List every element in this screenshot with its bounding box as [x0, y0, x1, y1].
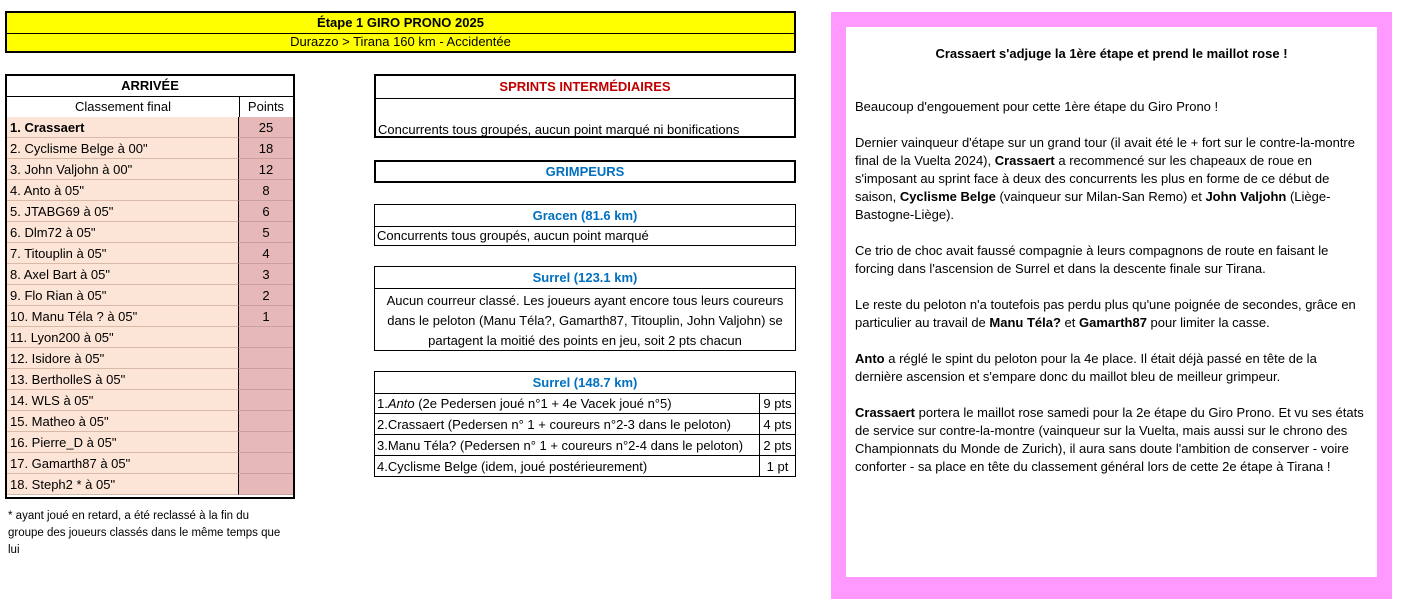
article-paragraph-1: Beaucoup d'engouement pour cette 1ère étape du Giro Prono !	[855, 99, 1219, 114]
arrival-table	[5, 74, 295, 499]
text-run: (Liège-Bastogne-Liège).	[855, 189, 1331, 222]
player-name: Cyclisme Belge	[899, 189, 996, 204]
climb-gracen-title: Gracen (81.6 km)	[375, 205, 795, 227]
text-run: Cyclisme Belge (idem, joué postérieurement)	[387, 459, 648, 474]
climb-surrel-1-table	[374, 266, 796, 351]
text-run: portera le maillot rose samedi pour la 2e étape du Giro Prono. Et vu ses états de service sur contre-la-montre (vainqueur sur la Vuelta, mais aussi sur le chrono des Championnats du Monde de Zurich), il aura sans doute l'ambition de conserver - voire conforter - sa place en tête du classement général lors de cette 2e étape à Tirana !	[855, 405, 1364, 474]
ranking-name-cell: 9. Flo Rian à 05"	[7, 285, 239, 306]
climbers-title: GRIMPEURS	[545, 164, 625, 179]
ranking-points-cell: 25	[239, 117, 293, 138]
ranking-points-cell	[239, 348, 293, 369]
climb-gracen-text: Concurrents tous groupés, aucun point marqué	[377, 228, 649, 243]
ranking-name-cell: 3. John Valjohn à 00"	[7, 159, 239, 180]
player-name: Gamarth87	[1079, 315, 1147, 330]
ranking-points-cell	[239, 432, 293, 453]
article-paragraph-2	[855, 134, 1367, 224]
player-name: John Valjohn	[1205, 189, 1287, 204]
article-paragraph-5	[855, 350, 1367, 386]
table-row	[7, 159, 293, 180]
ranking-points-cell: 2	[239, 285, 293, 306]
text-run: 4.	[377, 459, 388, 474]
table-row	[375, 456, 795, 477]
ranking-points-cell	[239, 369, 293, 390]
ranking-name-cell: 5. JTABG69 à 05"	[7, 201, 239, 222]
ranking-name-cell: 8. Axel Bart à 05"	[7, 264, 239, 285]
climb-ranking-name-cell	[375, 435, 760, 456]
article-title: Crassaert s'adjuge la 1ère étape et prend le maillot rose !	[935, 46, 1288, 61]
ranking-name-cell: 4. Anto à 05"	[7, 180, 239, 201]
article-paragraph-3: Ce trio de choc avait faussé compagnie à leurs compagnons de route en faisant le forcing dans l'ascension de Surrel et dans la descente finale sur Tirana.	[855, 243, 1329, 276]
ranking-name-cell: 6. Dlm72 à 05"	[7, 222, 239, 243]
table-row	[7, 327, 293, 348]
text-run: (2e Pedersen joué n°1 + 4e Vacek joué n°5)	[414, 396, 672, 411]
text-run: pour limiter la casse.	[1146, 315, 1270, 330]
ranking-name-cell: 11. Lyon200 à 05"	[7, 327, 239, 348]
ranking-points-cell: 1	[239, 306, 293, 327]
text-run: a recommencé sur les chapeaux de roue en s'imposant au sprint face à deux des concurrents les plus en forme de ce début de saison,	[855, 153, 1330, 204]
table-row	[375, 393, 795, 414]
table-row	[7, 138, 293, 159]
arrival-table-title: ARRIVÉE	[7, 76, 293, 97]
table-row	[7, 264, 293, 285]
climb-points-cell: 2 pts	[760, 435, 795, 456]
ranking-points-cell: 8	[239, 180, 293, 201]
table-row	[7, 369, 293, 390]
ranking-name-cell: 13. BertholleS à 05"	[7, 369, 239, 390]
text-run: 3.	[377, 438, 388, 453]
climb-ranking-name-cell	[375, 393, 760, 414]
table-row	[7, 306, 293, 327]
climb-points-cell: 9 pts	[760, 393, 795, 414]
ranking-points-cell: 4	[239, 243, 293, 264]
ranking-name-cell: 2. Cyclisme Belge à 00"	[7, 138, 239, 159]
table-row	[7, 390, 293, 411]
text-run: Crassaert (Pedersen n° 1 + coureurs n°2-3 dans le peloton)	[387, 417, 732, 432]
text-run: Dernier vainqueur d'étape sur un grand tour (il avait été le + fort sur le contre-la-montre final de la Vuelta 2024),	[855, 135, 1355, 168]
ranking-points-cell	[239, 453, 293, 474]
climb-ranking-name-cell	[375, 456, 760, 477]
ranking-points-cell: 5	[239, 222, 293, 243]
ranking-points-cell: 6	[239, 201, 293, 222]
text-run: et	[1060, 315, 1079, 330]
article-body	[855, 98, 1367, 494]
table-row	[7, 432, 293, 453]
climb-points-cell: 4 pts	[760, 414, 795, 435]
table-row	[7, 222, 293, 243]
table-row	[375, 414, 795, 435]
ranking-points-cell	[239, 390, 293, 411]
text-run: a réglé le spint du peloton pour la 4e place. Il était déjà passé en tête de la dernière ascension et s'empare donc du maillot bleu de meilleur grimpeur.	[855, 351, 1317, 384]
sprints-title: SPRINTS INTERMÉDIAIRES	[376, 76, 794, 99]
ranking-name-cell: 18. Steph2 * à 05"	[7, 474, 239, 495]
climbers-header	[374, 160, 796, 183]
climb-ranking-name-cell	[375, 414, 760, 435]
ranking-name-cell: 17. Gamarth87 à 05"	[7, 453, 239, 474]
player-name: Crassaert	[855, 405, 915, 420]
climb-points-cell: 1 pt	[766, 459, 789, 474]
player-name: Manu Téla?	[989, 315, 1061, 330]
player-name: Anto	[855, 351, 885, 366]
text-run: Manu Téla? (Pedersen n° 1 + coureurs n°2-4 dans le peloton)	[387, 438, 744, 453]
table-row	[7, 411, 293, 432]
ranking-name-cell: 1. Crassaert	[7, 117, 239, 138]
ranking-points-cell	[239, 474, 293, 495]
ranking-points-cell: 12	[239, 159, 293, 180]
ranking-name-cell: 10. Manu Téla ? à 05"	[7, 306, 239, 327]
stage-header	[5, 11, 796, 53]
text-run: 2.	[377, 417, 388, 432]
ranking-points-cell	[239, 327, 293, 348]
column-header-final-ranking: Classement final	[7, 96, 240, 118]
column-header-points: Points	[239, 96, 293, 118]
footnote: * ayant joué en retard, a été reclassé à la fin du groupe des joueurs classés dans le même temps que lui	[8, 510, 281, 556]
stage-title: Étape 1 GIRO PRONO 2025	[7, 13, 794, 34]
table-row	[375, 435, 795, 456]
ranking-name-cell: 7. Titouplin à 05"	[7, 243, 239, 264]
text-run: 1.	[377, 396, 388, 411]
article-paragraph-6	[855, 404, 1367, 476]
text-run: (vainqueur sur Milan-San Remo) et	[995, 189, 1206, 204]
table-row	[7, 348, 293, 369]
ranking-name-cell: 16. Pierre_D à 05"	[7, 432, 239, 453]
ranking-name-cell: 15. Matheo à 05"	[7, 411, 239, 432]
ranking-points-cell: 3	[239, 264, 293, 285]
article-paragraph-4	[855, 296, 1367, 332]
ranking-points-cell	[239, 411, 293, 432]
ranking-points-cell: 18	[239, 138, 293, 159]
table-row	[7, 474, 293, 495]
player-name: Crassaert	[994, 153, 1055, 168]
table-row	[7, 285, 293, 306]
sprints-text: Concurrents tous groupés, aucun point marqué ni bonifications	[378, 122, 740, 137]
table-row	[7, 453, 293, 474]
stage-subtitle: Durazzo > Tirana 160 km - Accidentée	[290, 34, 511, 49]
table-row	[7, 201, 293, 222]
climb-surrel-2-table	[374, 371, 796, 477]
sprints-table	[374, 74, 796, 138]
table-row	[7, 243, 293, 264]
text-run: Le reste du peloton n'a toutefois pas perdu plus qu'une poignée de secondes, grâce en particulier au travail de	[855, 297, 1356, 330]
climb-gracen-table	[374, 204, 796, 246]
table-row	[7, 117, 293, 138]
climb-surrel-1-text: Aucun courreur classé. Les joueurs ayant encore tous leurs coureurs dans le peloton (Manu Téla?, Gamarth87, Titouplin, John Valjohn) se partagent la moitié des points en jeu, soit 2 pts chacun	[386, 293, 784, 348]
table-row	[7, 180, 293, 201]
ranking-name-cell: 14. WLS à 05"	[7, 390, 239, 411]
climb-surrel-2-title: Surrel (148.7 km)	[375, 372, 795, 394]
climb-surrel-1-title: Surrel (123.1 km)	[375, 267, 795, 289]
player-name: Anto	[387, 396, 415, 411]
ranking-name-cell: 12. Isidore à 05"	[7, 348, 239, 369]
